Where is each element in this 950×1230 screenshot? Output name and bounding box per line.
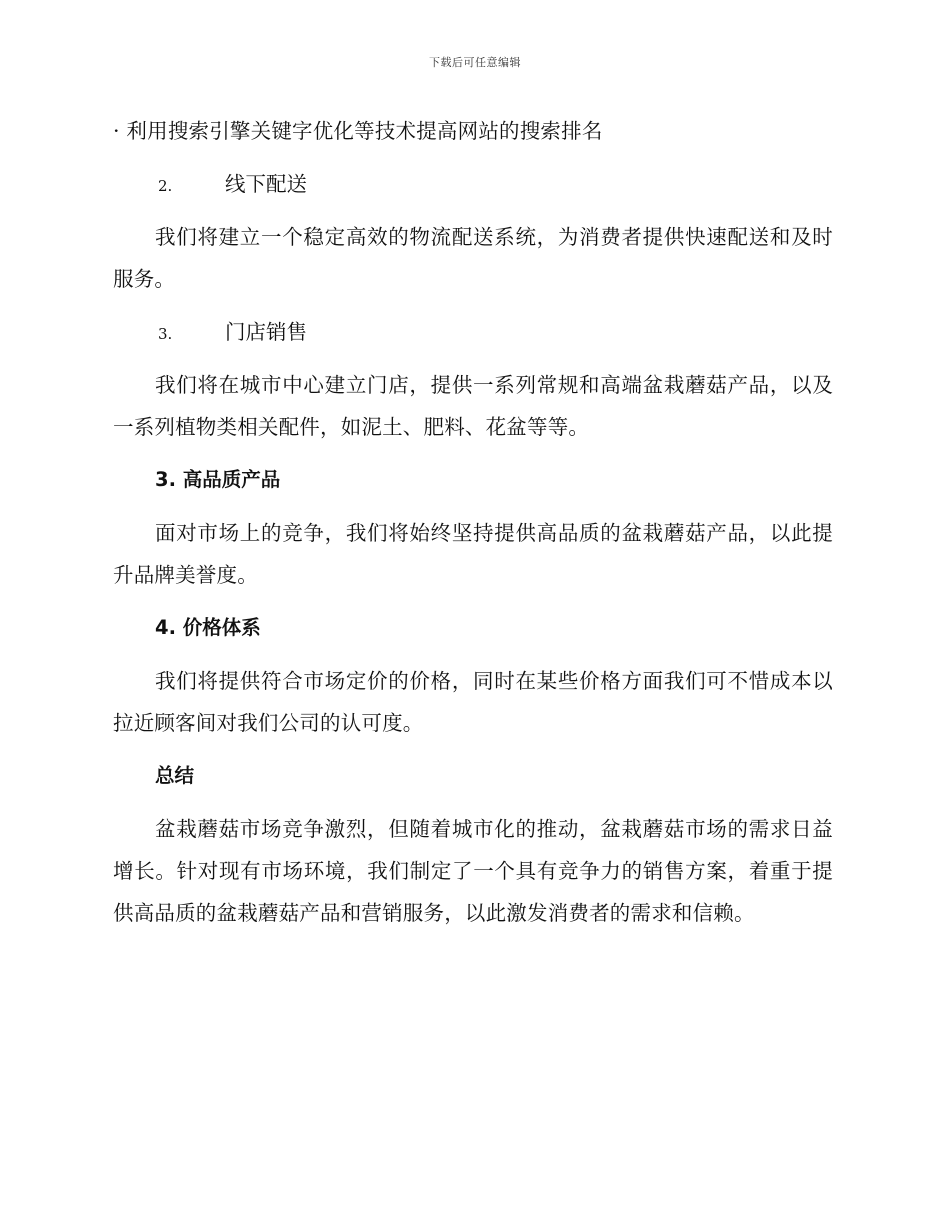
item-number: 2. — [158, 177, 173, 195]
document-body — [113, 110, 833, 945]
section-heading-pricing: 4. 价格体系 — [155, 616, 261, 639]
page-header: 下载后可任意编辑 — [429, 56, 521, 69]
paragraph-summary: 盆栽蘑菇市场竞争激烈，但随着城市化的推动，盆栽蘑菇市场的需求日益增长。针对现有市场环境，我们制定了一个具有竞争力的销售方案，着重于提供高品质的盆栽蘑菇产品和营销服务，以此激发消费者的需求和信赖。 — [113, 817, 833, 925]
numbered-item-offline-delivery — [113, 163, 833, 205]
item-title: 线下配送 — [225, 172, 307, 196]
section-heading-summary: 总结 — [155, 764, 195, 787]
item-title: 门店销售 — [225, 320, 307, 344]
item-number: 3. — [158, 325, 173, 343]
section-heading-quality: 3. 高品质产品 — [155, 468, 281, 491]
numbered-item-store-sales — [113, 311, 833, 353]
paragraph-delivery: 我们将建立一个稳定高效的物流配送系统，为消费者提供快速配送和及时服务。 — [113, 225, 833, 291]
bullet-item-seo: · 利用搜索引擎关键字优化等技术提高网站的搜索排名 — [113, 119, 603, 143]
paragraph-store: 我们将在城市中心建立门店，提供一系列常规和高端盆栽蘑菇产品，以及一系列植物类相关配件，如泥土、肥料、花盆等等。 — [113, 373, 833, 439]
paragraph-quality: 面对市场上的竞争，我们将始终坚持提供高品质的盆栽蘑菇产品，以此提升品牌美誉度。 — [113, 521, 833, 587]
paragraph-pricing: 我们将提供符合市场定价的价格，同时在某些价格方面我们可不惜成本以拉近顾客间对我们公司的认可度。 — [113, 669, 833, 735]
